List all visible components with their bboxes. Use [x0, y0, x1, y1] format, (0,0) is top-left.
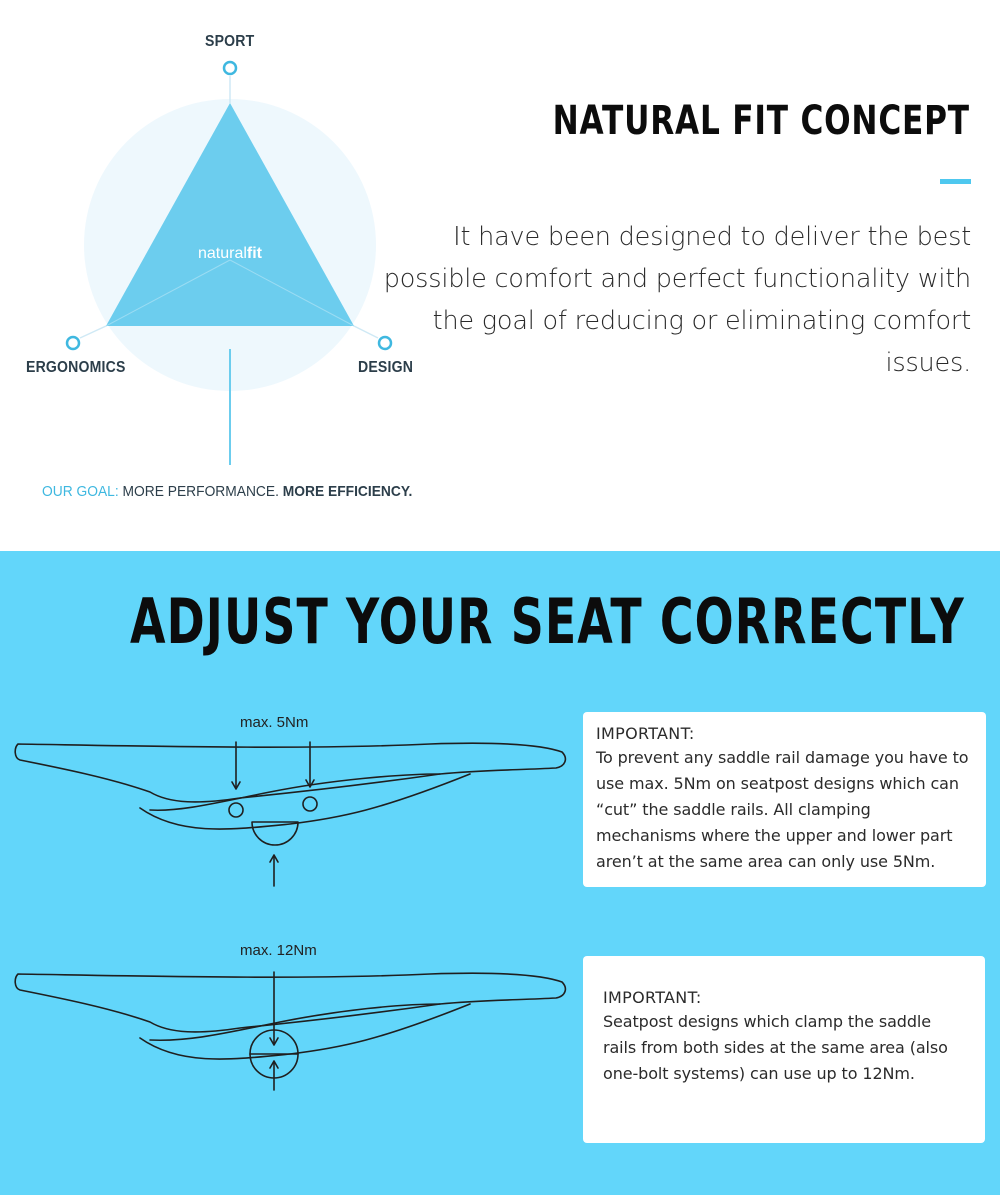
vertex-label-sport: SPORT	[205, 33, 255, 50]
card-heading: IMPORTANT:	[603, 988, 702, 1007]
goal-prefix: OUR GOAL:	[42, 483, 119, 500]
saddle-shell	[15, 973, 565, 1032]
goal-mid: MORE PERFORMANCE.	[118, 483, 279, 500]
natural-fit-section	[0, 0, 1000, 551]
card-body: To prevent any saddle rail damage you have to use max. 5Nm on seatpost designs which can “cut” the saddle rails. All clamping mechanisms where the upper and lower part aren’t at the same area can only use 5Nm.	[596, 748, 969, 871]
vertex-label-design: DESIGN	[358, 359, 414, 376]
bolt-rear-icon	[303, 797, 317, 811]
accent-bar	[940, 179, 971, 184]
vertex-label-ergonomics: ERGONOMICS	[26, 359, 126, 376]
natural-fit-diagram	[0, 0, 430, 520]
important-card-12nm	[583, 956, 985, 1143]
concept-body: It have been designed to deliver the best possible comfort and perfect functionality with the goal of reducing or eliminating comfort issues.	[383, 222, 971, 378]
center-logo: naturalfit	[197, 245, 263, 262]
concept-title: NATURAL FIT CONCEPT	[552, 98, 970, 144]
card-body: Seatpost designs which clamp the saddle rails from both sides at the same area (also one-bolt systems) can use up to 12Nm.	[603, 1012, 948, 1083]
torque-label-12nm: max. 12Nm	[240, 942, 317, 959]
torque-label-5nm: max. 5Nm	[240, 714, 309, 731]
goal-end: MORE EFFICIENCY.	[278, 483, 413, 500]
card-heading: IMPORTANT:	[596, 724, 695, 743]
bolt-front-icon	[229, 803, 243, 817]
adjust-title: ADJUST YOUR SEAT CORRECTLY	[130, 585, 965, 658]
sport-node-icon	[224, 62, 236, 74]
ergonomics-node-icon	[67, 337, 79, 349]
goal-statement	[42, 483, 412, 500]
important-card-5nm	[583, 712, 986, 887]
saddle-shell	[15, 743, 565, 802]
